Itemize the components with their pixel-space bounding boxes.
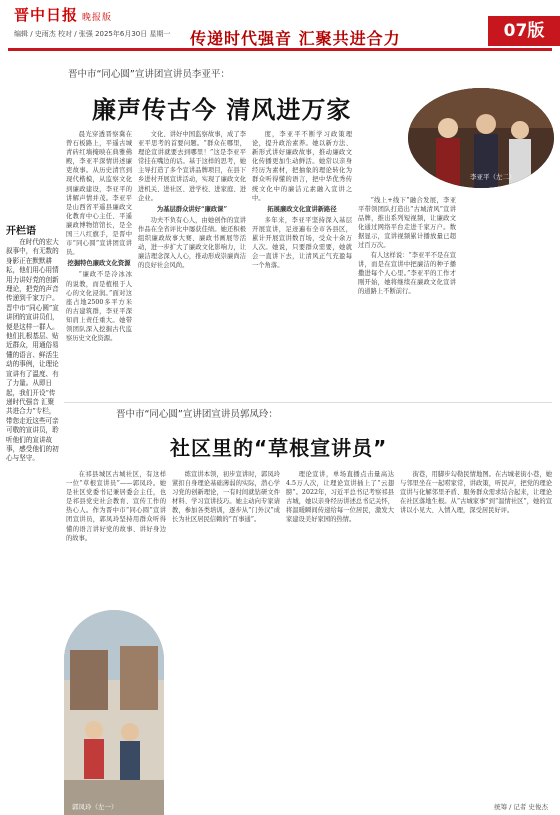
- edition-label: 晚报版: [82, 13, 113, 23]
- article1-paragraph: “线上+线下”融合发展，李亚平带领团队打造出“古城清风”宣讲品牌，推出系列短视频，让廉政文化通过网络平台走进千家万户。数据显示，宣讲视频累计播放量已超过百万次。: [358, 197, 456, 250]
- article1-paragraph: 功夫不负有心人，由她创作的宣讲作品在全省评比中屡获佳绩。她还积极组织廉政故事大赛、廉政书画展等活动，进一步扩大了廉政文化影响力，让廉洁理念深入人心，推动形成崇廉尚洁的良好社会风尚。: [138, 216, 246, 270]
- article2-paragraph: 街巷，用脚步勾勒民情地图。在古城老街小巷，她与邻里坐在一起唠家常，讲政策，听民声，把党的理论宣讲与化解邻里矛盾、服务群众需求结合起来，让理论在社区落地生根。从“古城家事”到“温情社区”，她的宣讲以小见大、入情入理，深受居民好评。: [400, 471, 552, 515]
- masthead-rule: [8, 48, 552, 51]
- article1-paragraph: 晨光穿透晋察冀在曾石板路上，平遥古城青砖红墙掩映在典雅佛殿，李亚平深情讲述廉吏故事。从历史清官到现代楷模，从监察文化到廉政建设，李亚平的讲解声情并茂。李亚平是山西省平遥县廉政文化教育中心主任、平遥廉政博物馆馆长，是全国三八红旗手，是晋中市“同心圆”宣讲团宣讲员。: [66, 131, 132, 257]
- article1-paragraph: “廉政不是冷冰冰的说教，而是植根于人心的文化浸润。”面对这座占地2500多平方米的古建筑群，李亚平深知肩上责任重大。她带领团队深入挖掘古代监察历史文化资源。: [66, 271, 132, 343]
- article2-subtitle: 晋中市“同心圆”宣讲团宣讲员郭凤玲：: [116, 409, 278, 420]
- article1-column-1: [66, 130, 132, 388]
- newspaper-logo: 晋中日报 晚报版: [14, 6, 113, 24]
- article1-column-4: [358, 196, 456, 388]
- article2-paragraph: 理论宣讲，单场直播点击量高达4.5万人次，让理论宣讲插上了“云翅膀”。2022年，习近平总书记考察祁县古城，她以亲身经历讲述总书记关怀，将温暖瞬间传递给每一位居民，激发大家建设美好家园的热情。: [286, 471, 394, 524]
- article1-photo: [408, 88, 554, 188]
- community-photo-illustration: [64, 610, 164, 815]
- article1-column-2: [138, 130, 246, 388]
- article2-photo: [64, 610, 164, 815]
- article1-section-heading: 为基层群众讲好“廉政课”: [156, 205, 228, 213]
- page-slogan: 传递时代强音 汇聚共进合力: [190, 29, 401, 48]
- footer-editor: 统筹 / 记者 史俊杰: [494, 803, 548, 811]
- sidebar-heading: 开栏语: [6, 226, 36, 237]
- sidebar-text: 在时代的宏大叙事中，有无数的身影正在默默耕耘，他们用心用情用力讲好党的创新理论，把党的声音传递到千家万户。晋中市“同心圆”宣讲团的宣讲员们，便是这样一群人。他们扎根基层、贴近群众，用通俗易懂的语言、鲜活生动的事例，让理论宣讲有了温度、有了力量。从即日起，我们开设“传递时代强音 汇聚共进合力”专栏，带您走近这些可亲可敬的宣讲员，聆听他们的宣讲故事，感受他们的初心与坚守。: [6, 238, 59, 463]
- article1-paragraph: 文化、讲好中国监察故事，成了李亚平思考的首要问题。“群众在哪里，理论宣讲就要去到哪里！”这是李亚平常挂在嘴边的话。基于这样的思考，她主导打造了多个宣讲品牌项目，在县下乡进村开展宣讲活动，实现了廉政文化进机关、进社区、进学校、进家庭、进企业。: [138, 131, 246, 202]
- article2-paragraph: 在祁县城区古城社区，有这样一位“草根宣讲员”——郭凤玲。她是社区党委书记兼居委会主任，也是祁县党史社会教育、宣传工作的热心人。作为晋中市“同心圆”宣讲团宣讲员，郭凤玲坚持用群众听得懂的语言讲好党的故事、讲好身边的故事。: [66, 471, 166, 542]
- article1-column-3: [252, 130, 352, 388]
- article1-section-heading: 挖掘特色廉政文化资源: [67, 260, 131, 268]
- article2-headline: 社区里的“草根宣讲员”: [170, 436, 388, 460]
- article2-photo-caption: 郭凤玲（左一）: [72, 803, 118, 811]
- editor-line: 编辑 / 史雨杰 校对 / 张强 2025年6月30日 星期一: [14, 30, 171, 38]
- article1-paragraph: 度，李亚平不断学习政策理论，提升政治素养。她以新方法、新形式讲好廉政故事，推动廉政文化传播更加生动鲜活。她常以亲身经历为素材，把抽象的理论转化为群众听得懂的语言，把中华优秀传统文化中的廉洁元素融入宣讲之中。: [252, 131, 352, 202]
- article2-column-2: [172, 470, 280, 800]
- sidebar-intro: [6, 238, 60, 560]
- section-divider: [64, 402, 552, 403]
- article2-column-3: [286, 470, 394, 800]
- article1-paragraph: 多年来，李亚平坚持深入基层开展宣讲，足迹遍布全市各县区，累计开展宣讲数百场，受众十余万人次。她说，只要群众需要，她就会一直讲下去，让清风正气充盈每一个角落。: [252, 216, 352, 270]
- article2-paragraph: 练宣讲本领，初步宣讲时，郭凤玲紧扣自身理论基础薄弱的实际，潜心学习党的创新理论，一有时间就钻研文件材料、学习宣讲技巧。她主动向专家请教，参加各类培训，逐步从“门外汉”成长为社区居民信赖的“百事通”。: [172, 471, 280, 524]
- article2-column-1: [66, 470, 166, 608]
- article1-headline: 廉声传古今 清风进万家: [92, 96, 352, 124]
- page-version-badge: 07版: [488, 16, 560, 46]
- masthead: [0, 0, 560, 50]
- article1-photo-caption: 李亚平（左二）: [470, 173, 516, 181]
- article1-subtitle: 晋中市“同心圆”宣讲团宣讲员李亚平：: [68, 69, 230, 80]
- article1-paragraph: 有人这样说：“李亚平不是在宣讲，而是在宣讲中把廉洁的种子播撒进每个人心里。”李亚平的工作才刚开始，她将继续在廉政文化宣讲的道路上不断前行。: [358, 251, 456, 295]
- article1-section-heading: 拓展廉政文化宣讲新路径: [267, 205, 337, 213]
- article2-column-4: [400, 470, 552, 790]
